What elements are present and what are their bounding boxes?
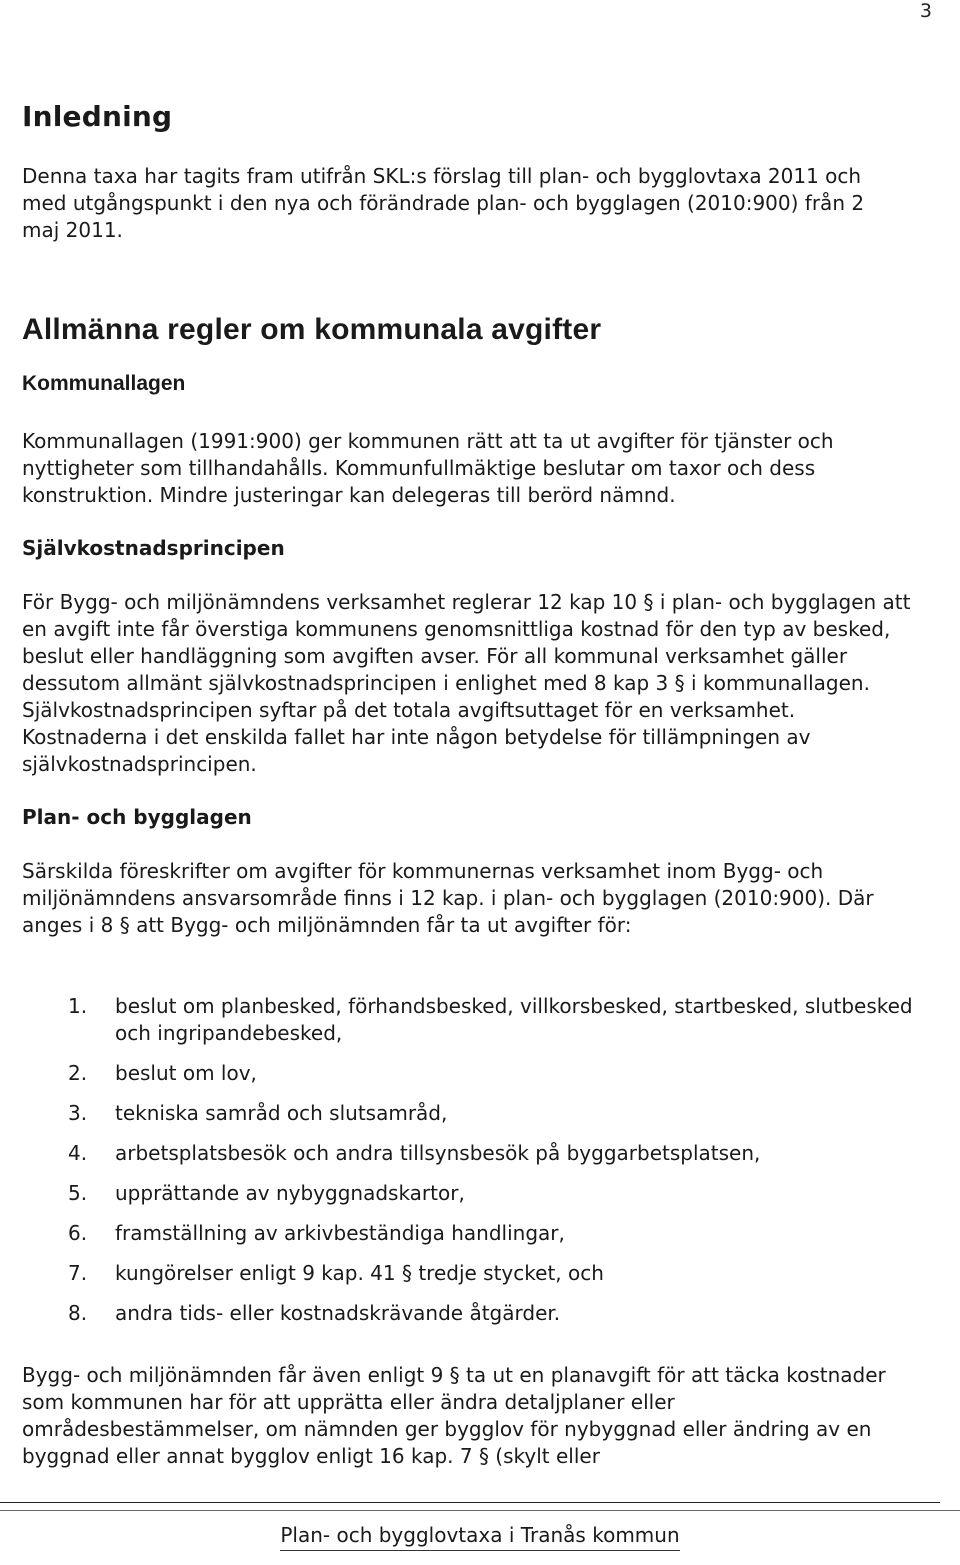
list-item-text: upprättande av nybyggnadskartor, <box>115 1181 465 1205</box>
list-item-text: andra tids- eller kostnadskrävande åtgärder. <box>115 1301 561 1325</box>
list-item <box>22 1060 922 1087</box>
list-item-number: 8. <box>68 1301 88 1325</box>
pbl-heading: Plan- och bygglagen <box>22 805 252 829</box>
list-item-number: 2. <box>68 1061 88 1085</box>
kommunallagen-paragraph: Kommunallagen (1991:900) ger kommunen rätt att ta ut avgifter för tjänster och nyttigheter som tillhandahålls. Kommunfullmäktige beslutar om taxor och dess konstruktion. Mindre justeringar kan delegeras till berörd nämnd. <box>22 429 834 507</box>
list-item-number: 7. <box>68 1261 88 1285</box>
list-item <box>22 1300 922 1327</box>
list-item-number: 6. <box>68 1221 88 1245</box>
list-item-text: kungörelser enligt 9 kap. 41 § tredje stycket, och <box>115 1261 604 1285</box>
list-item-text: beslut om planbesked, förhandsbesked, villkorsbesked, startbesked, slutbesked och ingripandebesked, <box>115 994 913 1045</box>
list-item <box>22 1100 922 1127</box>
list-item-text: arbetsplatsbesök och andra tillsynsbesök på byggarbetsplatsen, <box>115 1141 761 1165</box>
list-item-number: 3. <box>68 1101 88 1125</box>
kommunallagen-heading: Kommunallagen <box>22 372 186 395</box>
list-item <box>22 1180 922 1207</box>
page-number: 3 <box>919 0 932 22</box>
list-item <box>22 993 922 1047</box>
fee-list <box>22 993 922 1340</box>
intro-paragraph: Denna taxa har tagits fram utifrån SKL:s förslag till plan- och bygglovtaxa 2011 och med utgångspunkt i den nya och förändrade plan- och bygglagen (2010:900) från 2 maj 2011. <box>22 164 865 242</box>
footer-divider <box>0 1502 940 1503</box>
list-item-number: 4. <box>68 1141 88 1165</box>
list-item <box>22 1140 922 1167</box>
intro-title: Inledning <box>22 100 173 133</box>
footer-divider-secondary <box>0 1510 960 1511</box>
list-item <box>22 1260 922 1287</box>
list-item-number: 1. <box>68 994 88 1018</box>
list-item <box>22 1220 922 1247</box>
general-title: Allmänna regler om kommunala avgifter <box>22 313 602 346</box>
sjalvkostnad-heading: Självkostnadsprincipen <box>22 536 285 560</box>
pbl-paragraph: Särskilda föreskrifter om avgifter för kommunernas verksamhet inom Bygg- och miljönämndens ansvarsområde finns i 12 kap. i plan- och bygglagen (2010:900). Där anges i 8 § att Bygg- och miljönämnden får ta ut avgifter för: <box>22 859 874 937</box>
list-item-number: 5. <box>68 1181 88 1205</box>
sjalvkostnad-paragraph: För Bygg- och miljönämndens verksamhet reglerar 12 kap 10 § i plan- och bygglagen att en avgift inte får överstiga kommunens genomsnittliga kostnad för den typ av besked, beslut eller handläggning som avgiften avser. För all kommunal verksamhet gäller dessutom allmänt självkostnadsprincipen i enlighet med 8 kap 3 § i kommunallagen. Självkostnadsprincipen syftar på det totala avgiftsuttaget för en verksamhet. Kostnaderna i det enskilda fallet har inte någon betydelse för tillämpningen av självkostnadsprincipen. <box>22 590 911 776</box>
list-item-text: beslut om lov, <box>115 1061 257 1085</box>
list-item-text: tekniska samråd och slutsamråd, <box>115 1101 448 1125</box>
footer-text: Plan- och bygglovtaxa i Tranås kommun <box>280 1523 679 1551</box>
page-footer <box>0 1523 960 1547</box>
list-item-text: framställning av arkivbeständiga handlingar, <box>115 1221 565 1245</box>
pbl-closing-paragraph: Bygg- och miljönämnden får även enligt 9 § ta ut en planavgift för att täcka kostnader som kommunen har för att upprätta eller ändra detaljplaner eller områdesbestämmelser, om nämnden ger bygglov för nybyggnad eller ändring av en byggnad eller annat bygglov enligt 16 kap. 7 § (skylt eller <box>22 1363 886 1468</box>
